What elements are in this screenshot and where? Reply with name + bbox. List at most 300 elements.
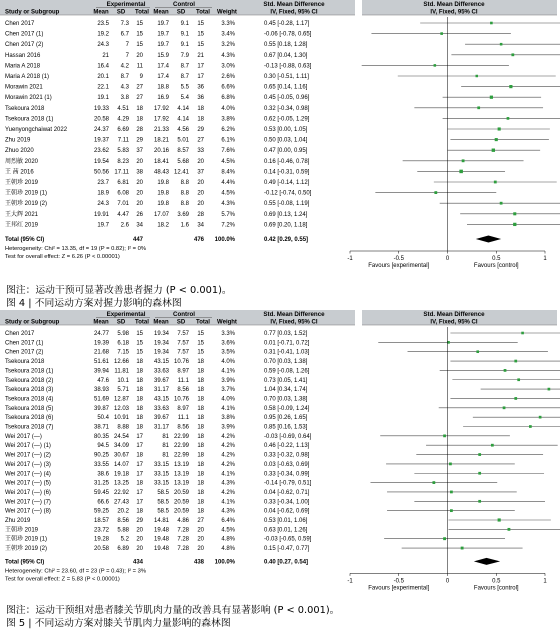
row-mean-ctrl: 58.5: [157, 499, 169, 506]
point-estimate: [513, 212, 516, 215]
row-mean-ctrl: 33.15: [153, 461, 169, 468]
row-mean-ctrl: 19.34: [153, 340, 169, 347]
row-mean-exp: 47.6: [97, 377, 109, 384]
row-total-exp: 27: [136, 84, 143, 91]
row-ci: 0.31 [-0.41, 1.03]: [264, 349, 310, 356]
row-mean-ctrl: 17.92: [153, 116, 169, 123]
row-total-ctrl: 18: [197, 415, 204, 422]
row-study: Wei 2017 (—): [5, 433, 42, 440]
row-sd-exp: 8.23: [117, 158, 129, 165]
point-estimate: [503, 406, 506, 409]
row-sd-ctrl: 7.57: [177, 340, 189, 347]
row-sd-ctrl: 7.57: [177, 331, 189, 337]
row-ci: 1.04 [0.34, 1.74]: [264, 387, 308, 394]
header-total-exp: Total: [135, 319, 149, 326]
row-ci: 0.69 [0.20, 1.18]: [264, 222, 308, 229]
row-study: Tsekoura 2018 (1): [5, 116, 54, 123]
row-weight: 3.2%: [221, 42, 235, 49]
row-sd-ctrl: 10.76: [173, 359, 189, 366]
row-sd-exp: 8.7: [120, 74, 129, 80]
row-total-exp: 18: [136, 359, 143, 366]
header-mean-ctrl: Mean: [153, 319, 169, 326]
row-mean-ctrl: 18.8: [157, 84, 169, 91]
row-weight: 7.6%: [221, 148, 235, 155]
row-sd-ctrl: 20.59: [173, 508, 189, 515]
header-sd-ctrl: SD: [176, 9, 186, 16]
point-estimate: [521, 332, 524, 335]
row-ci: -0.12 [-0.74, 0.50]: [264, 190, 312, 197]
row-weight: 3.3%: [221, 21, 235, 27]
point-estimate: [449, 463, 452, 466]
row-total-exp: 27: [136, 95, 143, 102]
row-ci: 0.59 [-0.08, 1.26]: [264, 368, 310, 375]
row-sd-ctrl: 8.57: [177, 148, 189, 155]
row-sd-exp: 7: [125, 52, 129, 59]
point-estimate: [476, 350, 479, 353]
row-study: Wei 2017 (—) (8): [5, 508, 51, 515]
row-total-exp: 18: [136, 116, 143, 123]
row-study: Wei 2017 (—) (6): [5, 489, 51, 496]
row-mean-ctrl: 17.4: [157, 74, 169, 80]
row-total-exp: 20: [136, 546, 143, 553]
header-study: Study or Subgroup: [5, 319, 60, 326]
row-sd-exp: 5.83: [117, 148, 129, 155]
row-total-ctrl: 18: [197, 424, 204, 431]
row-mean-ctrl: 19.34: [153, 331, 169, 337]
row-sd-exp: 6.81: [117, 180, 129, 186]
x-tick-label: 1: [543, 578, 547, 585]
row-study: Wei 2017 (—) (4): [5, 471, 51, 478]
row-sd-exp: 5.88: [117, 527, 129, 534]
row-mean-exp: 51.61: [93, 359, 109, 366]
total-weight: 100.0%: [214, 559, 235, 566]
row-total-exp: 15: [136, 31, 143, 38]
row-total-ctrl: 34: [197, 222, 204, 229]
row-ci: 0.73 [0.05, 1.41]: [264, 377, 308, 384]
row-total-exp: 18: [136, 377, 143, 384]
row-study: Zhuo 2020: [5, 148, 34, 155]
point-estimate: [507, 117, 510, 120]
row-ci: 0.30 [-0.51, 1.11]: [264, 74, 309, 80]
row-mean-exp: 21.68: [93, 349, 109, 356]
row-total-ctrl: 18: [197, 105, 204, 112]
point-estimate: [490, 96, 493, 99]
row-total-exp: 18: [136, 368, 143, 375]
row-mean-exp: 22.1: [97, 84, 109, 91]
row-weight: 4.1%: [221, 471, 235, 478]
row-sd-ctrl: 5.01: [177, 137, 189, 144]
row-total-ctrl: 18: [197, 471, 204, 478]
point-estimate: [504, 369, 507, 372]
row-weight: 3.9%: [221, 424, 235, 431]
row-weight: 7.2%: [221, 222, 235, 229]
row-mean-exp: 16.4: [97, 63, 109, 70]
row-ci: 0.85 [0.16, 1.53]: [264, 424, 308, 431]
row-total-ctrl: 20: [197, 546, 204, 553]
row-mean-exp: 51.69: [93, 396, 109, 403]
row-ci: 0.49 [-0.14, 1.12]: [264, 180, 310, 186]
row-weight: 4.2%: [221, 461, 235, 468]
x-tick-label: -1: [347, 256, 353, 262]
row-sd-ctrl: 11.1: [177, 415, 189, 422]
forest-plot-grip-strength: [0, 0, 560, 281]
row-weight: 6.8%: [221, 95, 235, 102]
row-total-ctrl: 27: [197, 518, 204, 524]
row-total-ctrl: 18: [197, 359, 204, 366]
row-sd-ctrl: 9.1: [180, 31, 189, 38]
point-estimate: [514, 360, 517, 363]
row-weight: 4.1%: [221, 368, 235, 375]
row-total-exp: 37: [136, 148, 143, 155]
row-sd-ctrl: 4.14: [177, 105, 189, 112]
row-sd-exp: 7.01: [117, 201, 129, 208]
row-weight: 4.2%: [221, 443, 235, 450]
row-study: Morawin 2021: [5, 84, 43, 91]
point-estimate: [461, 547, 464, 550]
point-estimate: [434, 191, 437, 194]
row-total-ctrl: 20: [197, 527, 204, 534]
row-sd-exp: 4.3: [120, 84, 129, 91]
row-total-ctrl: 18: [197, 387, 204, 394]
row-mean-exp: 19.33: [93, 105, 109, 112]
row-sd-exp: 30.67: [113, 452, 129, 459]
forest-plot-knee-strength: [0, 310, 560, 600]
row-ci: 0.67 [0.04, 1.30]: [264, 52, 308, 59]
row-mean-ctrl: 21.33: [153, 127, 169, 133]
point-estimate: [508, 528, 511, 531]
row-study: Maria A 2018: [5, 63, 41, 70]
header-sd-exp: SD: [116, 319, 126, 326]
row-ci: 0.46 [-0.22, 1.13]: [264, 443, 310, 450]
row-total-ctrl: 18: [197, 405, 204, 412]
point-estimate: [478, 500, 481, 503]
row-sd-exp: 24.54: [113, 433, 129, 440]
row-mean-ctrl: 43.15: [153, 396, 169, 403]
row-total-exp: 15: [136, 340, 143, 347]
row-mean-ctrl: 20.16: [153, 148, 169, 155]
row-mean-exp: 18.9: [97, 190, 109, 197]
row-sd-exp: 27.43: [113, 499, 129, 506]
row-sd-ctrl: 13.19: [173, 480, 189, 487]
row-study: Wei 2017 (—) (3): [5, 461, 51, 468]
row-ci: 0.62 [-0.05, 1.29]: [264, 116, 310, 123]
total-n-exp: 434: [132, 559, 143, 566]
total-n-ctrl: 476: [193, 237, 204, 243]
row-sd-exp: 5.71: [117, 387, 129, 394]
row-ci: -0.14 [-0.79, 0.51]: [264, 480, 312, 487]
row-mean-exp: 19.39: [93, 340, 109, 347]
row-mean-ctrl: 16.9: [157, 95, 169, 102]
row-ci: 0.70 [0.03, 1.38]: [264, 396, 308, 403]
point-estimate: [490, 22, 493, 25]
caption-figure-5: 图 5 | 不同运动方案对膝关节肌肉力量影响的森林图: [6, 618, 231, 629]
header-ci-plot: IV, Fixed, 95% CI: [430, 319, 478, 326]
row-mean-ctrl: 19.48: [153, 527, 169, 534]
row-ci: 0.04 [-0.62, 0.69]: [264, 508, 310, 515]
point-estimate: [498, 518, 501, 521]
row-ci: 0.70 [0.03, 1.38]: [264, 359, 308, 366]
row-mean-exp: 20.58: [93, 546, 109, 553]
row-mean-ctrl: 33.63: [153, 368, 169, 375]
row-sd-exp: 4.51: [117, 105, 129, 112]
row-study: Chen 2017: [5, 21, 35, 27]
row-weight: 3.3%: [221, 331, 235, 337]
row-weight: 6.6%: [221, 84, 235, 91]
header-ci: IV, Fixed, 95% CI: [270, 319, 318, 326]
row-study: 王朝珍 2019 (2): [5, 546, 48, 553]
row-mean-ctrl: 19.8: [157, 190, 169, 197]
point-estimate: [443, 434, 446, 437]
row-total-ctrl: 18: [197, 480, 204, 487]
x-tick-label: 0.5: [492, 256, 501, 262]
row-study: Wei 2017 (—) (2): [5, 452, 51, 459]
row-total-ctrl: 18: [197, 443, 204, 450]
row-weight: 3.9%: [221, 377, 235, 384]
row-sd-ctrl: 7.57: [177, 349, 189, 356]
row-sd-ctrl: 4.56: [177, 127, 189, 133]
row-mean-exp: 59.25: [93, 508, 109, 515]
header-control: Control: [173, 311, 195, 318]
row-sd-exp: 12.66: [113, 359, 129, 366]
row-ci: 0.50 [0.03, 1.04]: [264, 137, 308, 144]
row-study: 周烈敏 2020: [5, 158, 39, 165]
row-ci: 0.65 [0.14, 1.16]: [264, 84, 308, 91]
row-total-exp: 17: [136, 433, 143, 440]
point-estimate: [478, 472, 481, 475]
row-total-ctrl: 18: [197, 377, 204, 384]
header-smd: Std. Mean Difference: [263, 311, 325, 318]
row-weight: 4.0%: [221, 396, 235, 403]
row-total-exp: 20: [136, 527, 143, 534]
row-weight: 3.8%: [221, 116, 235, 123]
row-total-exp: 18: [136, 508, 143, 515]
row-total-ctrl: 36: [197, 84, 204, 91]
row-ci: 0.15 [-0.47, 0.77]: [264, 546, 310, 553]
caption-note-1: 图注：运动干预可显著改善患者握力 (P < 0.001)。: [6, 285, 232, 296]
row-study: Wei 2017 (—) (1): [5, 443, 51, 450]
row-weight: 4.5%: [221, 158, 235, 165]
row-sd-ctrl: 1.6: [180, 222, 189, 229]
row-study: Wei 2017 (—) (5): [5, 480, 51, 487]
row-total-exp: 17: [136, 471, 143, 478]
row-total-exp: 20: [136, 158, 143, 165]
caption-figure-4: 图 4 | 不同运动方案对握力影响的森林图: [6, 298, 182, 309]
row-sd-ctrl: 7.28: [177, 536, 189, 543]
row-study: 王朝珍 2019 (1): [5, 536, 48, 543]
row-weight: 4.0%: [221, 359, 235, 366]
row-sd-ctrl: 5.5: [180, 84, 189, 91]
row-total-exp: 17: [136, 489, 143, 496]
row-sd-ctrl: 4.14: [177, 116, 189, 123]
row-sd-exp: 3.8: [120, 95, 129, 102]
row-ci: -0.13 [-0.88, 0.63]: [264, 63, 312, 70]
row-sd-exp: 12.03: [113, 405, 129, 412]
row-mean-exp: 21: [102, 52, 109, 59]
row-sd-ctrl: 10.76: [173, 396, 189, 403]
row-ci: 0.16 [-0.46, 0.78]: [264, 158, 310, 165]
header-mean-exp: Mean: [93, 9, 109, 16]
row-total-ctrl: 18: [197, 508, 204, 515]
row-total-exp: 18: [136, 105, 143, 112]
row-mean-exp: 19.7: [97, 222, 109, 229]
row-ci: -0.06 [-0.78, 0.65]: [264, 31, 312, 38]
row-total-ctrl: 18: [197, 368, 204, 375]
row-total-ctrl: 15: [197, 31, 204, 38]
row-ci: 0.77 [0.03, 1.52]: [264, 331, 308, 337]
row-weight: 4.3%: [221, 201, 235, 208]
row-total-exp: 26: [136, 211, 143, 218]
row-total-exp: 29: [136, 518, 143, 524]
row-study: Chen 2017: [5, 331, 35, 337]
row-mean-exp: 19.91: [93, 211, 109, 218]
row-study: Tsekoura 2018 (6): [5, 415, 54, 422]
row-total-exp: 15: [136, 349, 143, 356]
header-experimental: Experimental: [106, 1, 146, 8]
row-sd-exp: 13.25: [113, 480, 129, 487]
header-ci: IV, Fixed, 95% CI: [270, 9, 318, 16]
row-weight: 4.2%: [221, 433, 235, 440]
favours-experimental: Favours [experimental]: [368, 263, 430, 269]
row-ci: 0.33 [-0.32, 0.98]: [264, 452, 310, 459]
favours-control: Favours [control]: [473, 263, 519, 269]
row-mean-exp: 19.1: [97, 95, 109, 102]
x-tick-label: 0.5: [492, 578, 501, 585]
row-sd-exp: 4.29: [117, 116, 129, 123]
row-total-exp: 15: [136, 331, 143, 337]
header-experimental: Experimental: [106, 311, 146, 318]
row-study: Hassan 2016: [5, 52, 41, 59]
row-sd-ctrl: 8.7: [180, 74, 189, 80]
row-sd-ctrl: 9.1: [180, 21, 189, 27]
point-estimate: [478, 453, 481, 456]
row-mean-ctrl: 19.48: [153, 536, 169, 543]
point-estimate: [495, 138, 498, 141]
row-mean-exp: 50.4: [97, 415, 109, 422]
row-sd-ctrl: 11.1: [177, 377, 189, 384]
row-total-exp: 20: [136, 536, 143, 543]
row-total-exp: 17: [136, 499, 143, 506]
row-mean-exp: 38.71: [93, 424, 109, 431]
row-study: Tsekoura 2018 (5): [5, 405, 54, 412]
row-total-exp: 17: [136, 461, 143, 468]
row-mean-exp: 90.25: [93, 452, 109, 459]
row-total-ctrl: 20: [197, 201, 204, 208]
row-total-ctrl: 20: [197, 536, 204, 543]
row-ci: 0.55 [-0.08, 1.19]: [264, 201, 310, 208]
row-sd-exp: 5.98: [117, 331, 129, 337]
row-mean-exp: 39.87: [93, 405, 109, 412]
row-total-ctrl: 15: [197, 340, 204, 347]
row-total-exp: 38: [136, 169, 143, 176]
header-mean-exp: Mean: [93, 319, 109, 326]
row-mean-exp: 18.57: [93, 518, 109, 524]
row-weight: 3.4%: [221, 31, 235, 38]
row-total-exp: 18: [136, 452, 143, 459]
point-estimate: [476, 75, 478, 77]
row-mean-ctrl: 81: [162, 433, 169, 440]
row-study: 王朝珍 2019 (1): [5, 190, 48, 197]
row-ci: 0.55 [0.18, 1.28]: [264, 42, 308, 49]
row-study: Tsekoura 2018 (4): [5, 396, 54, 403]
row-mean-exp: 23.7: [97, 180, 109, 186]
row-weight: 3.5%: [221, 349, 235, 356]
row-ci: 0.45 [-0.28, 1.17]: [264, 21, 310, 27]
row-weight: 4.1%: [221, 499, 235, 506]
row-total-ctrl: 18: [197, 433, 204, 440]
pooled-diamond: [474, 558, 500, 565]
row-mean-exp: 23.5: [97, 21, 109, 27]
row-ci: 0.45 [-0.05, 0.96]: [264, 95, 310, 102]
row-mean-exp: 59.45: [93, 489, 109, 496]
row-study: Zhu 2019: [5, 518, 31, 524]
x-tick-label: -0.5: [393, 256, 404, 262]
point-estimate: [492, 149, 495, 152]
row-sd-exp: 6.18: [117, 340, 129, 347]
row-mean-exp: 33.55: [93, 461, 109, 468]
point-estimate: [459, 170, 463, 174]
row-ci: 0.33 [-0.34, 0.99]: [264, 471, 310, 478]
row-sd-exp: 34.09: [113, 443, 129, 450]
point-estimate: [477, 106, 480, 109]
row-study: Yuenyongchaiwat 2022: [5, 127, 68, 133]
row-weight: 4.5%: [221, 190, 235, 197]
point-estimate: [494, 181, 497, 184]
point-estimate: [517, 378, 520, 381]
row-mean-exp: 19.37: [93, 137, 109, 144]
row-sd-ctrl: 20.59: [173, 499, 189, 506]
heterogeneity-text: Heterogeneity: Chi² = 23.60, df = 23 (P = 0.43); I² = 3%: [5, 568, 147, 575]
header-total-ctrl: Total: [196, 319, 210, 326]
row-mean-exp: 24.3: [97, 42, 109, 49]
row-mean-ctrl: 17.07: [153, 211, 169, 218]
point-estimate: [500, 202, 503, 205]
row-mean-ctrl: 19.34: [153, 349, 169, 356]
forest-plot-svg-2: [0, 310, 560, 600]
row-total-ctrl: 18: [197, 461, 204, 468]
row-total-ctrl: 28: [197, 211, 204, 218]
row-ci: 0.58 [-0.09, 1.24]: [264, 405, 310, 412]
row-weight: 4.8%: [221, 546, 235, 553]
point-estimate: [509, 85, 512, 88]
row-total-exp: 18: [136, 415, 143, 422]
total-ci: 0.42 [0.29, 0.55]: [264, 237, 309, 243]
row-sd-exp: 7: [125, 42, 129, 49]
row-mean-exp: 23.62: [93, 148, 109, 155]
row-sd-exp: 8.88: [117, 424, 129, 431]
row-weight: 4.2%: [221, 452, 235, 459]
row-weight: 4.1%: [221, 405, 235, 412]
row-sd-exp: 4.47: [117, 211, 129, 218]
row-sd-exp: 11.81: [114, 368, 129, 375]
row-study: Tsekoura 2018 (2): [5, 377, 54, 384]
row-study: Tsekoura 2018 (7): [5, 424, 54, 431]
row-ci: 0.33 [-0.34, 1.00]: [264, 499, 310, 506]
row-sd-exp: 22.92: [113, 489, 129, 496]
row-total-ctrl: 18: [197, 396, 204, 403]
row-mean-ctrl: 48.43: [153, 169, 169, 176]
row-mean-ctrl: 18.2: [157, 222, 169, 229]
header-smd-plot: Std. Mean Difference: [423, 1, 485, 8]
row-sd-ctrl: 3.69: [177, 211, 189, 218]
row-mean-ctrl: 33.15: [153, 471, 169, 478]
overall-effect-text: Test for overall effect: Z = 6.26 (P < 0.00001): [5, 254, 120, 260]
header-weight: Weight: [217, 9, 237, 16]
row-sd-exp: 10.91: [113, 415, 129, 422]
row-sd-exp: 17.11: [114, 169, 129, 176]
row-weight: 6.4%: [221, 518, 235, 524]
row-weight: 6.2%: [221, 127, 235, 133]
row-total-exp: 34: [136, 222, 143, 229]
